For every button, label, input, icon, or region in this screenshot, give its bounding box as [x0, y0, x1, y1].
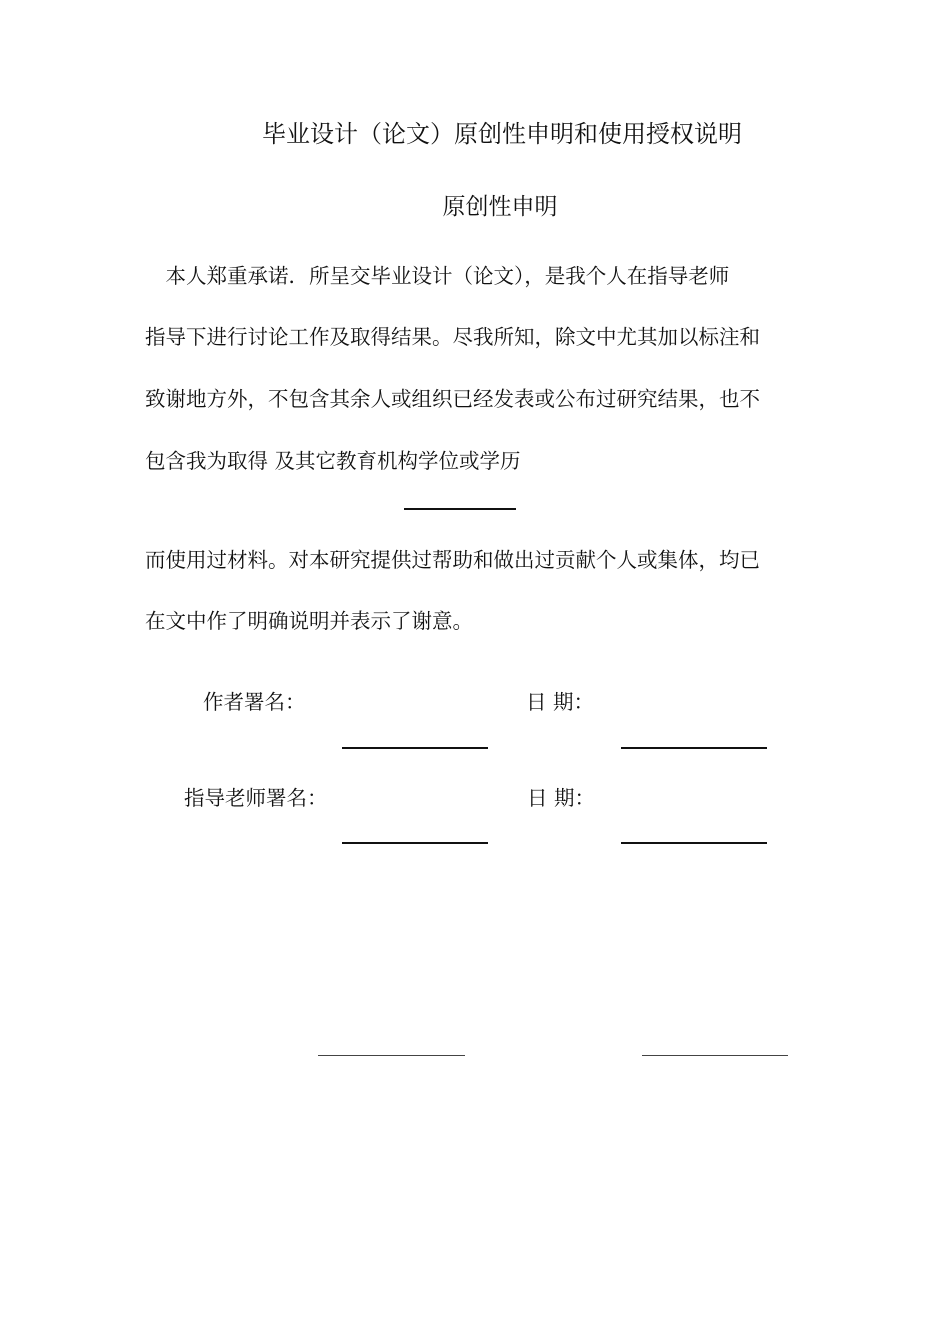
author-signature-label: 作者署名：	[203, 690, 306, 714]
statement-line: 致谢地方外，不包含其余人或组织已经发表或公布过研究结果，也不	[145, 387, 760, 411]
author-date-label: 日 期：	[526, 690, 595, 714]
advisor-date-line	[621, 842, 767, 844]
statement-line: 在文中作了明确说明并表示了谢意。	[145, 609, 473, 633]
section-subtitle: 原创性申明	[442, 194, 558, 220]
advisor-signature-line	[342, 842, 488, 844]
advisor-signature-label: 指导老师署名：	[184, 786, 328, 810]
document-title: 毕业设计（论文）原创性申明和使用授权说明	[262, 120, 742, 148]
statement-line: 而使用过材料。对本研究提供过帮助和做出过贡献个人或集体，均已	[145, 548, 760, 572]
extra-signature-line	[318, 1055, 465, 1056]
statement-line: 本人郑重承诺．所呈交毕业设计（论文），是我个人在指导老师	[145, 264, 730, 288]
author-date-line	[621, 747, 767, 749]
author-signature-line	[342, 747, 488, 749]
institution-blank-line	[404, 508, 516, 510]
advisor-date-label: 日 期：	[527, 786, 596, 810]
statement-line: 包含我为取得 及其它教育机构学位或学历	[145, 449, 521, 473]
statement-line: 指导下进行讨论工作及取得结果。尽我所知，除文中尤其加以标注和	[145, 325, 760, 349]
extra-date-line	[642, 1055, 788, 1056]
